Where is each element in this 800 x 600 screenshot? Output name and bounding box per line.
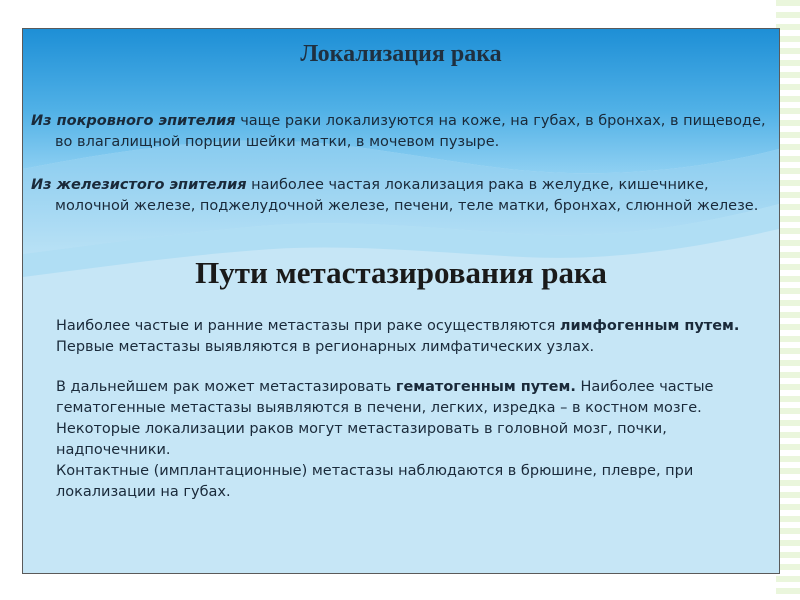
hemato-line: [56, 377, 766, 461]
hemato-bold: гематогенным путем.: [395, 379, 576, 395]
lymph-bold: лимфогенным путем.: [559, 318, 740, 334]
text-glandular-epithelium: наиболее частая локализация рака в желудке, кишечнике, молочной железе, поджелудочной железе, печени, теле матки, бронхах, слюнной железе.: [55, 177, 759, 214]
paragraph-epithelium-glandular: [31, 175, 780, 217]
lymph-text-1: Наиболее частые и ранние метастазы при раке осуществляются: [56, 318, 560, 334]
hemato-text-2: Наиболее частые гематогенные метастазы выявляются в печени, легких, изредка – в костном мозге. Некоторые локализации раков могут метастазировать в головной мозг, почки, надпочечники.: [56, 379, 714, 458]
paragraph-lymphogenic: [56, 316, 756, 358]
text-cover-epithelium: чаще раки локализуются на коже, на губах, в бронхах, в пищеводе, во влагалищной порции шейки матки, в мочевом пузыре.: [55, 113, 766, 150]
lymph-text-2: Первые метастазы выявляются в регионарных лимфатических узлах.: [56, 339, 595, 355]
lead-cover-epithelium: Из покровного эпителия: [31, 113, 236, 129]
content-frame: [22, 28, 780, 574]
paragraph-epithelium-cover: [31, 111, 780, 153]
paragraph-hematogenic: [56, 377, 766, 503]
title-localization: Локализация рака: [300, 41, 502, 67]
slide-content: [23, 29, 779, 573]
hemato-text-1: В дальнейшем рак может метастазировать: [56, 379, 396, 395]
contact-metastasis-line: Контактные (имплантационные) метастазы наблюдаются в брюшине, плевре, при локализации на губах.: [56, 463, 694, 500]
lead-glandular-epithelium: Из железистого эпителия: [31, 177, 247, 193]
title-metastasis: Пути метастазирования рака: [195, 255, 607, 290]
